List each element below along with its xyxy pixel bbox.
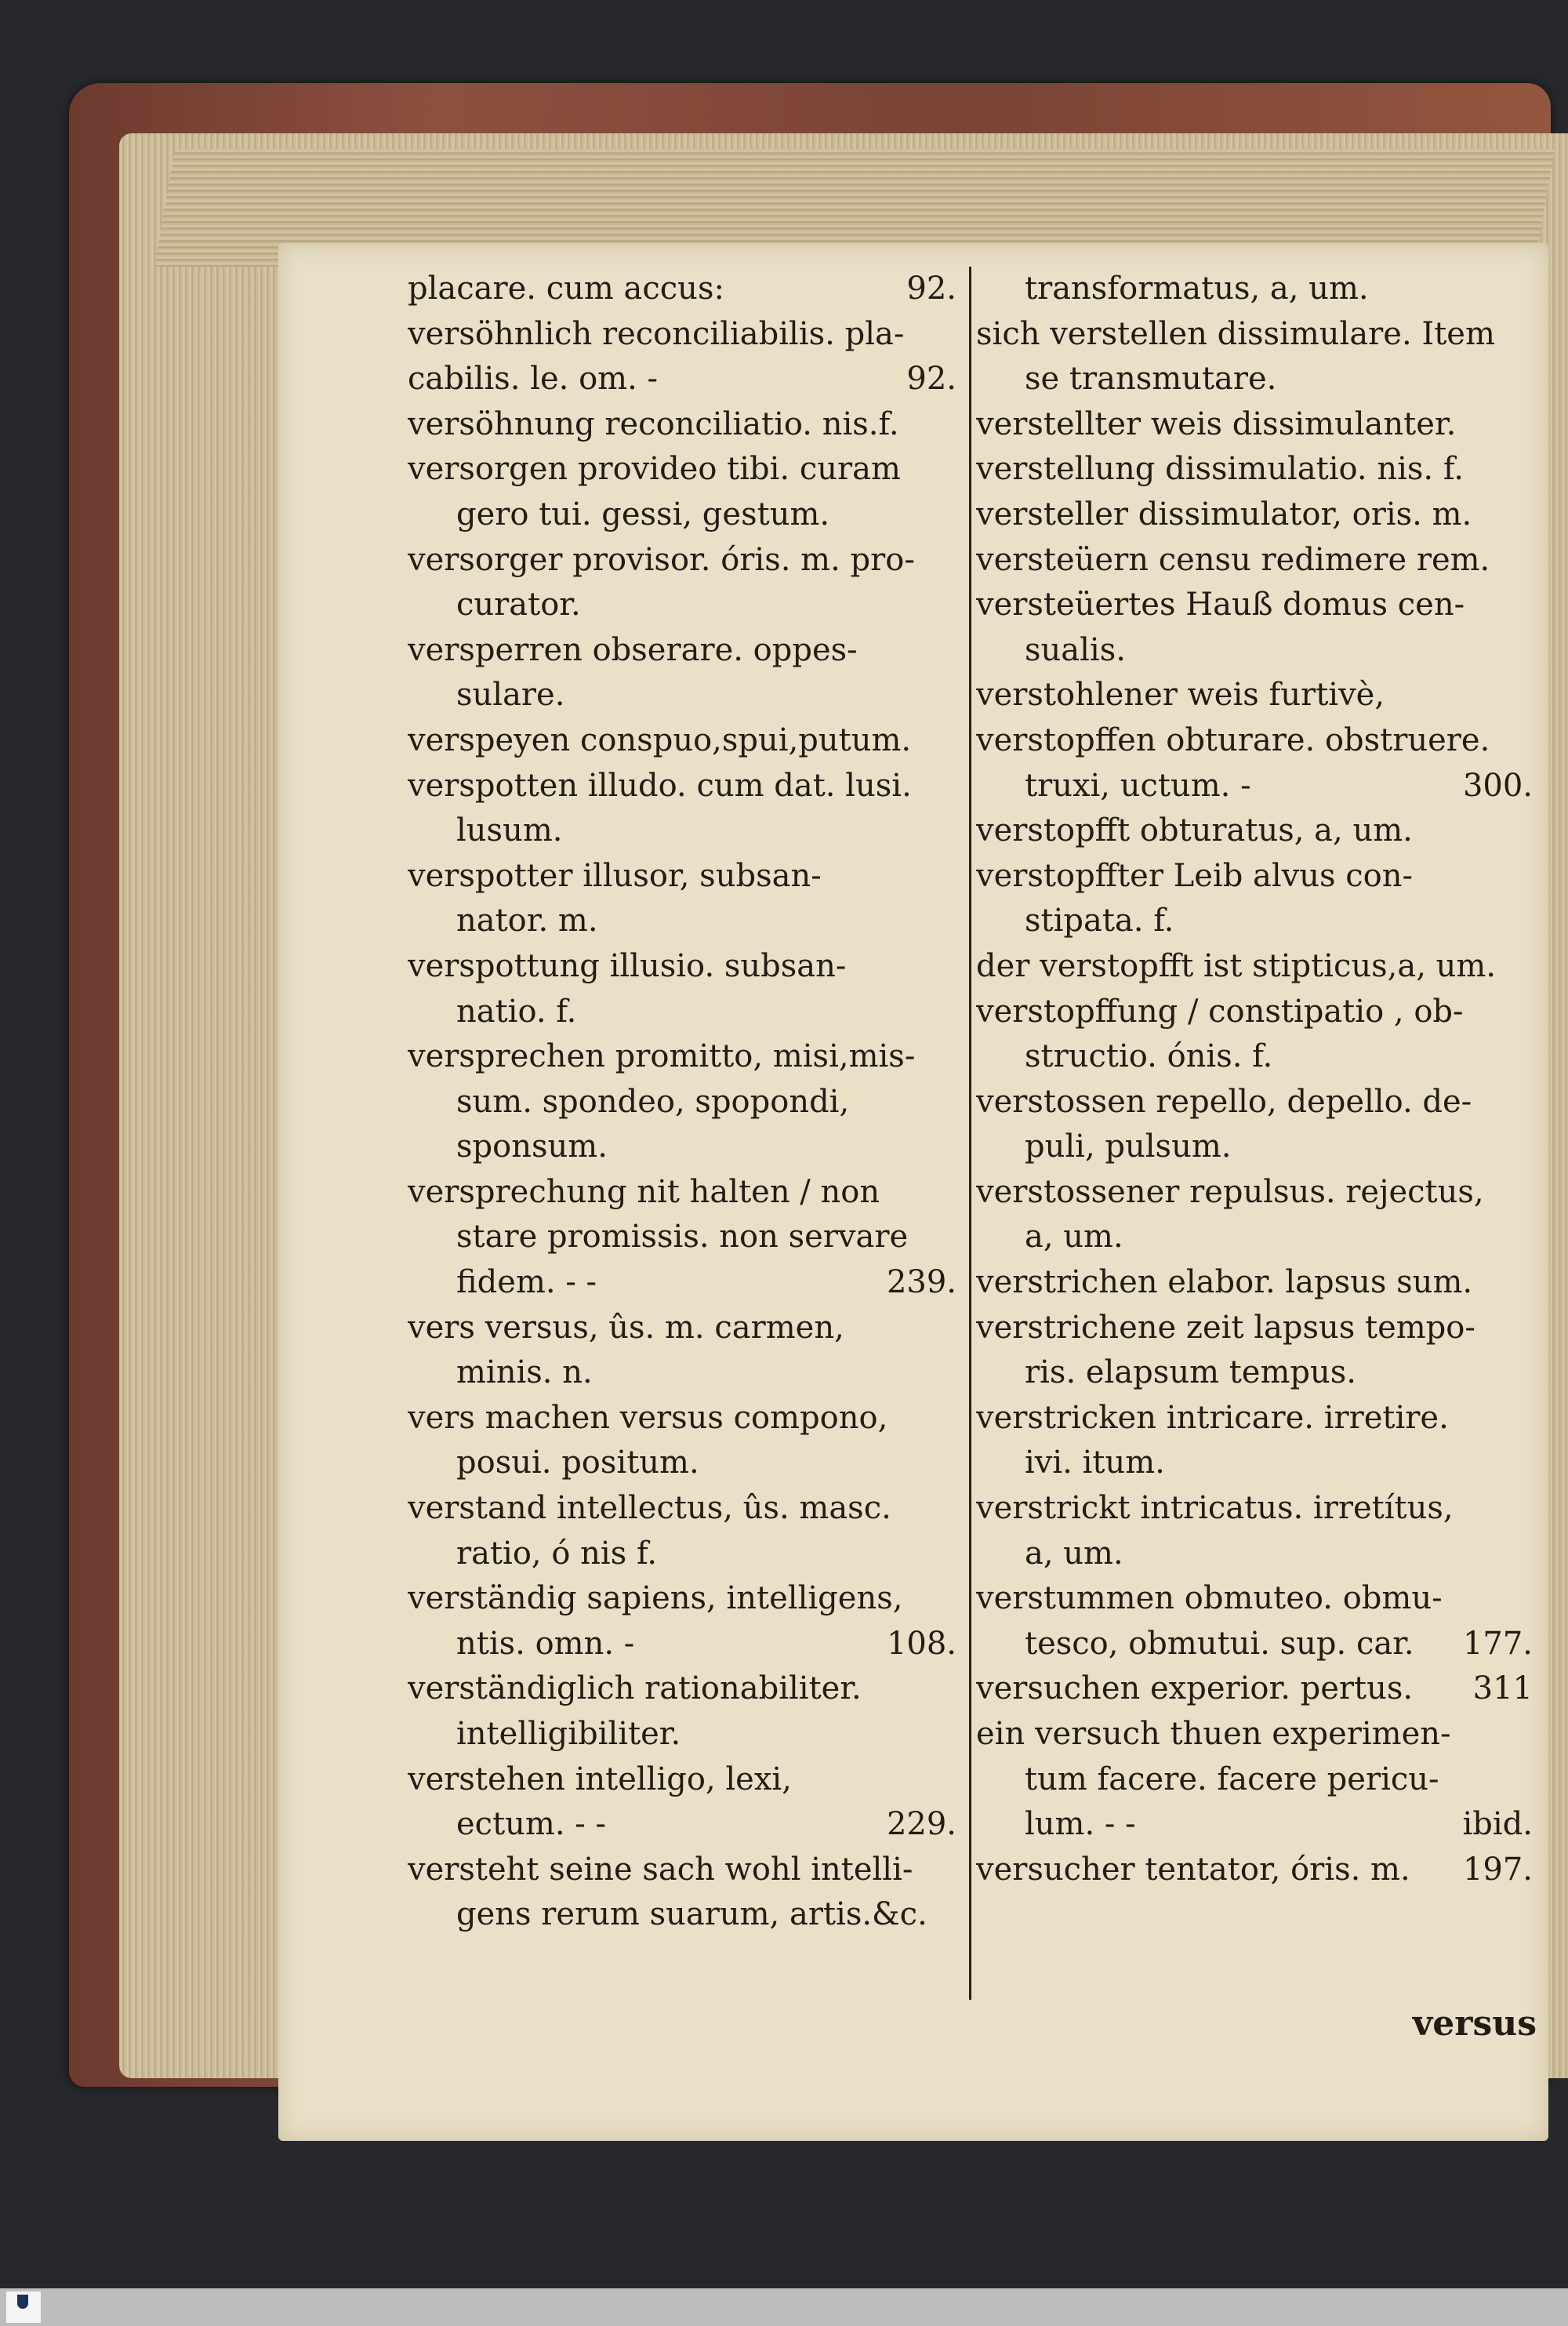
line-text: verspotten illudo. cum dat. lusi. (408, 767, 912, 804)
line-text: truxi, uctum. - (1025, 767, 1251, 804)
line-text: vers machen versus compono, (408, 1399, 888, 1436)
dictionary-line (976, 1441, 1541, 1486)
dictionary-line (408, 1892, 964, 1938)
line-text: se transmutare. (1025, 361, 1277, 398)
dictionary-line (976, 447, 1541, 492)
line-text: verspeyen conspuo,spui,putum. (408, 721, 912, 758)
dictionary-line (408, 1306, 964, 1351)
line-text: versucher tentator, óris. m. (976, 1851, 1410, 1888)
page-reference: ibid. (1462, 1806, 1533, 1843)
dictionary-line (408, 492, 964, 538)
dictionary-line (408, 357, 964, 402)
line-text: versprechung nit halten / non (408, 1173, 880, 1210)
line-text: verstossen repello, depello. de- (976, 1083, 1472, 1120)
dictionary-line (976, 990, 1541, 1035)
line-text: gero tui. gessi, gestum. (456, 496, 830, 532)
line-text: placare. cum accus: (408, 271, 724, 307)
line-text: nator. m. (456, 903, 598, 939)
dictionary-line (408, 538, 964, 583)
line-text: verständiglich rationabiliter. (408, 1670, 862, 1707)
line-text: versorger provisor. óris. m. pro- (408, 541, 915, 578)
dictionary-line (408, 1125, 964, 1170)
line-text: structio. ónis. f. (1025, 1038, 1273, 1075)
dictionary-line (408, 1080, 964, 1125)
line-text: verstopffter Leib alvus con- (976, 857, 1414, 894)
dictionary-line (976, 854, 1541, 900)
dictionary-line (976, 1622, 1541, 1667)
viewer-footer-bar (0, 2288, 1568, 2326)
line-text: versorgen provideo tibi. curam (408, 451, 901, 488)
dictionary-line (408, 1848, 964, 1893)
dictionary-line (408, 1712, 964, 1757)
line-text: versöhnung reconciliatio. nis.f. (408, 405, 899, 442)
dictionary-line (408, 1260, 964, 1306)
line-text: versuchen experior. pertus. (976, 1670, 1414, 1707)
dictionary-line (976, 1576, 1541, 1622)
line-text: minis. n. (456, 1354, 593, 1391)
line-text: cabilis. le. om. - (408, 361, 659, 398)
dictionary-line (976, 1396, 1541, 1441)
dictionary-line (976, 312, 1541, 358)
line-text: versteller dissimulator, oris. m. (976, 496, 1472, 532)
dictionary-line (976, 583, 1541, 628)
dictionary-line (976, 1215, 1541, 1260)
dictionary-line (976, 1486, 1541, 1532)
page-reference: 300. (1462, 767, 1533, 804)
dictionary-line (976, 628, 1541, 674)
logo-text (9, 2310, 38, 2321)
dictionary-line (408, 944, 964, 990)
page-reference: 239. (886, 1264, 956, 1301)
dictionary-line (408, 583, 964, 628)
dictionary-line (976, 1757, 1541, 1803)
line-text: lusum. (456, 812, 563, 849)
line-text: curator. (456, 587, 581, 623)
dictionary-line (408, 809, 964, 854)
dictionary-line (976, 1532, 1541, 1577)
dictionary-line (976, 673, 1541, 718)
dictionary-line (976, 1666, 1541, 1712)
dictionary-line (408, 1350, 964, 1396)
line-text: tesco, obmutui. sup. car. (1025, 1625, 1414, 1662)
line-text: ntis. omn. - (456, 1625, 635, 1662)
line-text: sponsum. (456, 1128, 608, 1165)
dictionary-line (976, 718, 1541, 764)
line-text: versteüern censu redimere rem. (976, 541, 1490, 578)
line-text: verstehen intelligo, lexi, (408, 1761, 792, 1797)
line-text: intelligibiliter. (456, 1716, 681, 1752)
line-text: versprechen promitto, misi,mis- (408, 1038, 916, 1075)
line-text: verstellter weis dissimulanter. (976, 405, 1457, 442)
dictionary-line (976, 357, 1541, 402)
line-text: stipata. f. (1025, 903, 1174, 939)
page-reference: 177. (1462, 1625, 1533, 1662)
dictionary-line (976, 899, 1541, 944)
page-reference: 92. (906, 361, 956, 398)
dictionary-line (408, 990, 964, 1035)
dictionary-line (976, 1170, 1541, 1216)
dictionary-line (408, 1757, 964, 1803)
dictionary-line (408, 764, 964, 809)
page-reference: 311 (1472, 1670, 1533, 1707)
line-text: lum. - - (1025, 1806, 1136, 1843)
dictionary-line (408, 402, 964, 448)
line-text: ris. elapsum tempus. (1025, 1354, 1357, 1391)
dictionary-line (408, 1622, 964, 1667)
dictionary-line (976, 1125, 1541, 1170)
line-text: ectum. - - (456, 1806, 607, 1843)
line-text: verständig sapiens, intelligens, (408, 1580, 903, 1617)
dictionary-line (976, 1034, 1541, 1080)
line-text: verstohlener weis furtivè, (976, 677, 1385, 714)
line-text: ratio, ó nis f. (456, 1535, 658, 1572)
line-text: der verstopfft ist stipticus,a, um. (976, 947, 1497, 984)
dictionary-line (408, 1034, 964, 1080)
line-text: gens rerum suarum, artis.&c. (456, 1896, 927, 1933)
line-text: verstellung dissimulatio. nis. f. (976, 451, 1464, 488)
line-text: sualis. (1025, 631, 1126, 668)
line-text: versöhnlich reconciliabilis. pla- (408, 315, 905, 352)
line-text: verstopffen obturare. obstruere. (976, 721, 1490, 758)
line-text: sum. spondeo, spopondi, (456, 1083, 850, 1120)
left-column (408, 267, 964, 1938)
dictionary-line (408, 673, 964, 718)
dictionary-line (408, 854, 964, 900)
line-text: verstopffung / constipatio , ob- (976, 993, 1464, 1030)
line-text: versperren obserare. oppes- (408, 631, 858, 668)
logo-shield-icon (17, 2295, 28, 2309)
dictionary-line (976, 402, 1541, 448)
dictionary-line (976, 267, 1541, 312)
page-reference: 229. (886, 1806, 956, 1843)
dictionary-line (408, 1170, 964, 1216)
dictionary-line (408, 1802, 964, 1848)
line-text: verstrickt intricatus. irretítus, (976, 1490, 1454, 1527)
dictionary-line (408, 899, 964, 944)
line-text: puli, pulsum. (1025, 1128, 1232, 1165)
dictionary-line (976, 1848, 1541, 1893)
line-text: verspotter illusor, subsan- (408, 857, 822, 894)
dictionary-line (408, 312, 964, 358)
dictionary-line (976, 1712, 1541, 1757)
line-text: vers versus, ûs. m. carmen, (408, 1309, 844, 1346)
dictionary-line (976, 1802, 1541, 1848)
line-text: fidem. - - (456, 1264, 597, 1301)
dictionary-line (976, 809, 1541, 854)
dictionary-line (408, 628, 964, 674)
dictionary-line (976, 764, 1541, 809)
dictionary-line (408, 267, 964, 312)
dictionary-line (976, 1350, 1541, 1396)
line-text: verstopfft obturatus, a, um. (976, 812, 1413, 849)
line-text: posui. positum. (456, 1445, 699, 1481)
dictionary-line (976, 1306, 1541, 1351)
page-reference: 108. (886, 1625, 956, 1662)
dictionary-line (976, 538, 1541, 583)
line-text: a, um. (1025, 1219, 1123, 1256)
dictionary-line (408, 1215, 964, 1260)
page-reference: 92. (906, 271, 956, 307)
column-divider (969, 267, 971, 2000)
dictionary-line (408, 1396, 964, 1441)
dictionary-line (408, 1576, 964, 1622)
dictionary-line (408, 718, 964, 764)
line-text: sich verstellen dissimulare. Item (976, 315, 1495, 352)
line-text: verstossener repulsus. rejectus, (976, 1173, 1484, 1210)
dictionary-line (408, 1441, 964, 1486)
dictionary-line (408, 1486, 964, 1532)
line-text: ein versuch thuen experimen- (976, 1716, 1451, 1752)
line-text: natio. f. (456, 993, 577, 1030)
page-reference: 197. (1462, 1851, 1533, 1888)
catchword: versus (1412, 2004, 1537, 2044)
line-text: versteht seine sach wohl intelli- (408, 1851, 913, 1888)
line-text: verstrichen elabor. lapsus sum. (976, 1264, 1473, 1301)
line-text: ivi. itum. (1025, 1445, 1165, 1481)
line-text: verspottung illusio. subsan- (408, 947, 847, 984)
line-text: verstand intellectus, ûs. masc. (408, 1490, 891, 1527)
dictionary-line (976, 492, 1541, 538)
dictionary-line (976, 1080, 1541, 1125)
line-text: a, um. (1025, 1535, 1123, 1572)
line-text: sulare. (456, 677, 565, 714)
line-text: verstummen obmuteo. obmu- (976, 1580, 1443, 1617)
dictionary-line (976, 944, 1541, 990)
dictionary-line (408, 447, 964, 492)
dictionary-line (408, 1532, 964, 1577)
line-text: stare promissis. non servare (456, 1219, 909, 1256)
line-text: verstricken intricare. irretire. (976, 1399, 1449, 1436)
dictionary-line (976, 1260, 1541, 1306)
dictionary-line (408, 1666, 964, 1712)
line-text: verstrichene zeit lapsus tempo- (976, 1309, 1475, 1346)
right-column (976, 267, 1541, 1892)
line-text: versteüertes Hauß domus cen- (976, 587, 1465, 623)
library-logo-icon (6, 2291, 41, 2323)
line-text: transformatus, a, um. (1025, 271, 1369, 307)
line-text: tum facere. facere pericu- (1025, 1761, 1439, 1797)
